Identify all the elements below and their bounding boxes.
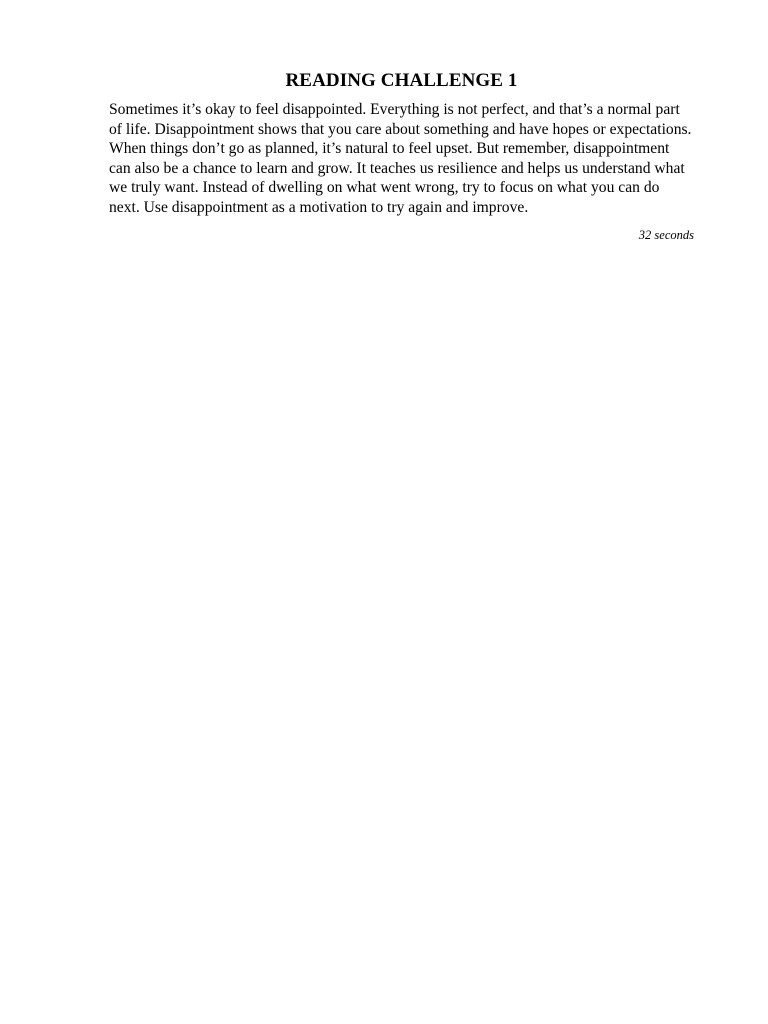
reading-passage: Sometimes it’s okay to feel disappointed. Everything is not perfect, and that’s a normal part of life. Disappointment shows that you care about something and have hopes or expectations. When things don’t go as planned, it’s natural to feel upset. But remember, disappointment can also be a chance to learn and grow. It teaches us resilience and helps us understand what we truly want. Instead of dwelling on what went wrong, try to focus on what you can do next. Use disappointment as a motivation to try again and improve. (109, 101, 692, 216)
page-title: READING CHALLENGE 1 (285, 70, 518, 91)
reading-time-label: 32 seconds (638, 227, 694, 242)
document-page (109, 68, 694, 243)
